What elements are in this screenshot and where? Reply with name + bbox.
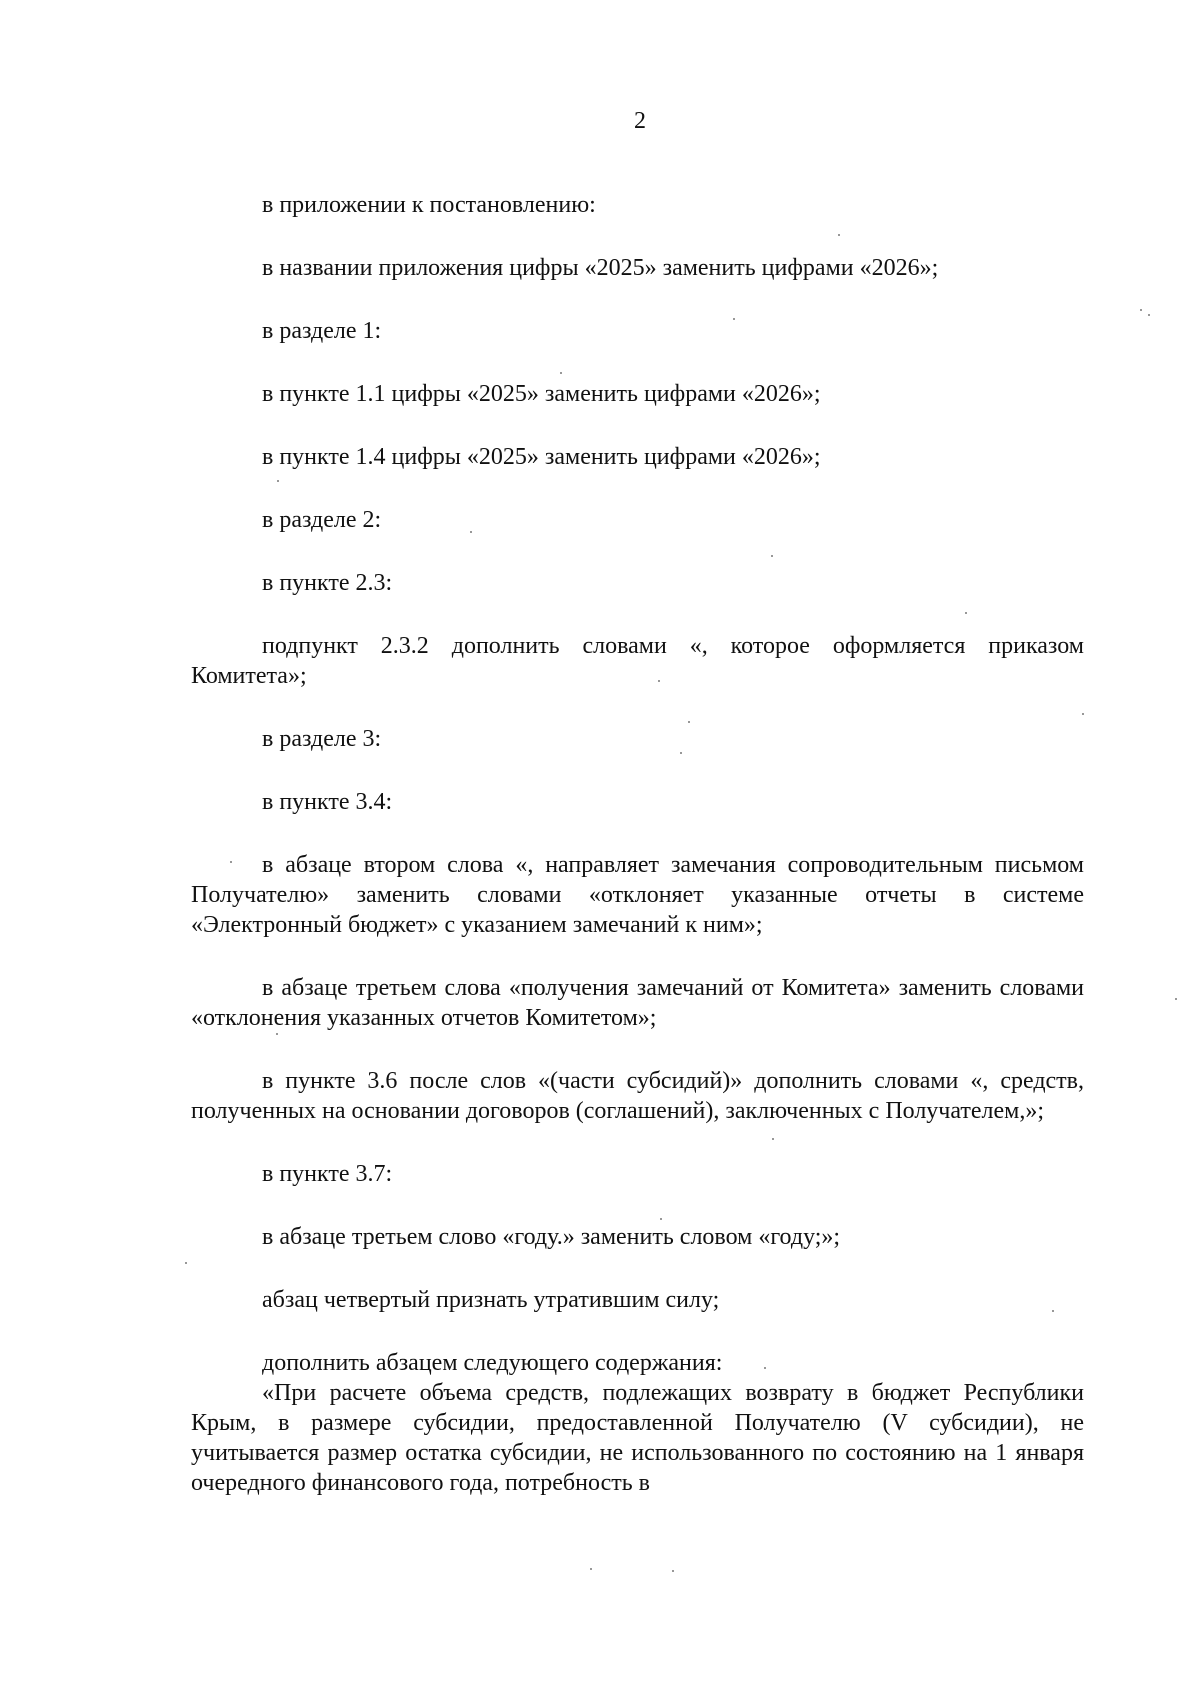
- paragraph-4: в пункте 1.1 цифры «2025» заменить цифрами «2026»;: [262, 381, 821, 407]
- paragraph-18: «При расчете объема средств, подлежащих возврату в бюджет Республики Крым, в размере субсидии, предоставленной Получателю (V субсидии), не учитывается размер остатка субсидии, не использованного по состоянию на 1 января очередного финансового года, потребность в: [191, 1380, 1084, 1496]
- paragraph-8: подпункт 2.3.2 дополнить словами «, которое оформляется приказом Комитета»;: [191, 633, 1084, 689]
- paragraph-9: в разделе 3:: [262, 726, 382, 752]
- scan-speck: [672, 1570, 674, 1572]
- scan-speck: [470, 531, 472, 533]
- paragraph-17: дополнить абзацем следующего содержания:: [262, 1350, 723, 1376]
- paragraph-1: в приложении к постановлению:: [262, 192, 596, 218]
- scan-speck: [965, 612, 967, 614]
- paragraph-14: в пункте 3.7:: [262, 1161, 393, 1187]
- paragraph-16: абзац четвертый признать утратившим силу;: [262, 1287, 720, 1313]
- scan-speck: [276, 1033, 278, 1035]
- scan-speck: [1175, 998, 1177, 1000]
- page-number: 2: [634, 108, 646, 134]
- paragraph-12: в абзаце третьем слова «получения замечаний от Комитета» заменить словами «отклонения указанных отчетов Комитетом»;: [191, 975, 1084, 1031]
- scan-speck: [1082, 713, 1084, 715]
- paragraph-3: в разделе 1:: [262, 318, 382, 344]
- scan-speck: [590, 1568, 592, 1570]
- scan-speck: [1140, 309, 1142, 311]
- scan-speck: [230, 861, 232, 863]
- scan-speck: [733, 318, 735, 320]
- scan-speck: [838, 234, 840, 236]
- paragraph-15: в абзаце третьем слово «году.» заменить словом «году;»;: [262, 1224, 841, 1250]
- paragraph-5: в пункте 1.4 цифры «2025» заменить цифрами «2026»;: [262, 444, 821, 470]
- scan-speck: [277, 480, 279, 482]
- paragraph-13: в пункте 3.6 после слов «(части субсидий)» дополнить словами «, средств, полученных на основании договоров (соглашений), заключенных с Получателем,»;: [191, 1068, 1084, 1124]
- paragraph-6: в разделе 2:: [262, 507, 382, 533]
- scan-speck: [560, 372, 562, 374]
- scan-speck: [764, 1367, 766, 1369]
- scan-speck: [660, 1218, 662, 1220]
- document-body: [191, 190, 1084, 1498]
- paragraph-11: в абзаце втором слова «, направляет замечания сопроводительным письмом Получателю» заменить словами «отклоняет указанные отчеты в системе «Электронный бюджет» с указанием замечаний к ним»;: [191, 852, 1084, 938]
- paragraph-7: в пункте 2.3:: [262, 570, 393, 596]
- scan-speck: [680, 752, 682, 754]
- scan-speck: [185, 1262, 187, 1264]
- scan-speck: [1148, 314, 1150, 316]
- paragraph-2: в названии приложения цифры «2025» заменить цифрами «2026»;: [262, 255, 939, 281]
- scan-speck: [771, 555, 773, 557]
- scan-speck: [772, 1138, 774, 1140]
- scan-speck: [658, 680, 660, 682]
- scan-speck: [688, 721, 690, 723]
- paragraph-10: в пункте 3.4:: [262, 789, 393, 815]
- scan-speck: [1052, 1310, 1054, 1312]
